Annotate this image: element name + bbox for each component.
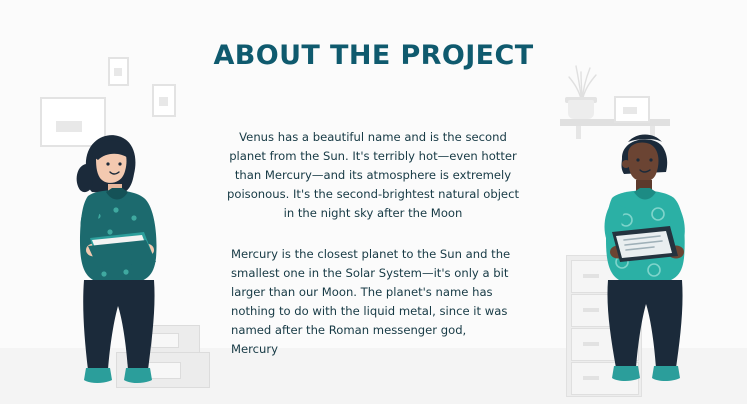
wall-frame-small-bottom-inner [159,97,168,106]
page-title: ABOUT THE PROJECT [213,40,534,71]
shelf-picture-frame [614,96,650,123]
illustration-woman-reading [58,130,208,405]
paragraph-mercury: Mercury is the closest planet to the Sun and the smallest one in the Solar System—it's only a bit larger than our Moon. The planet's name has nothing to do with the liquid metal, since it was named after the Roman messenger god, Mercury [231,247,511,356]
plant-pot [568,100,594,119]
illustration-man-clipboard [578,128,718,398]
paragraph-venus: Venus has a beautiful name and is the second planet from the Sun. It's terribly hot—even hotter than Mercury—and its atmosphere is extremely poisonous. It's the second-brightest natural object in the night sky after the Moon [227,130,519,220]
slide-bottom-strip [0,404,747,420]
wall-frame-small-bottom [152,84,176,117]
shelf-picture-frame-inner [623,107,637,114]
